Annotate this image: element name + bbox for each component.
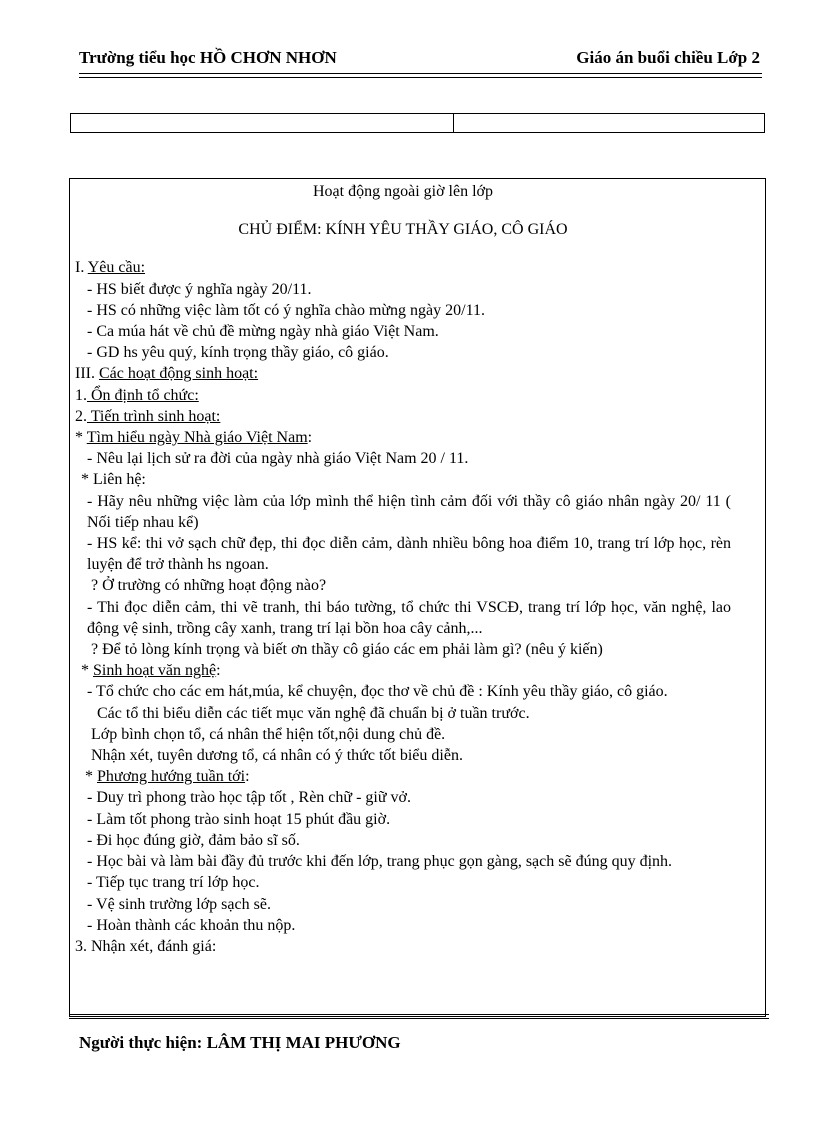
section-activities <box>75 363 731 384</box>
footer-rule-bottom <box>69 1018 769 1019</box>
lesson-plan-label: Giáo án buổi chiều Lớp 2 <box>576 48 760 67</box>
step-heading: Ổn định tổ chức: <box>87 386 199 404</box>
activity-item: Nhận xét, tuyên dương tổ, cá nhân có ý thức tốt biểu diễn. <box>91 747 463 765</box>
section-requirements <box>75 257 731 278</box>
plan-item: - Duy trì phong trào học tập tốt , Rèn chữ - giữ vở. <box>87 789 411 807</box>
section-number: III. <box>75 365 99 383</box>
plan-item: - Đi học đúng giờ, đảm bảo sĩ số. <box>87 831 300 849</box>
heading-colon: : <box>216 662 221 680</box>
author-line: Người thực hiện: LÂM THỊ MAI PHƯƠNG <box>79 1033 401 1052</box>
section-heading: Các hoạt động sinh hoạt: <box>98 365 259 383</box>
step-process <box>75 406 731 427</box>
requirement-item: - HS có những việc làm tốt có ý nghĩa chào mừng ngày 20/11. <box>87 301 486 319</box>
lesson-content <box>75 178 731 957</box>
step-evaluation: 3. Nhận xét, đánh giá: <box>75 937 217 955</box>
activity-item: - Nêu lại lịch sử ra đời của ngày nhà giáo Việt Nam 20 / 11. <box>87 450 469 468</box>
question-item: ? Để tỏ lòng kính trọng và biết ơn thầy cô giáo các em phải làm gì? (nêu ý kiến) <box>91 641 603 659</box>
plan-item: - Hoàn thành các khoản thu nộp. <box>87 916 296 934</box>
empty-table <box>70 113 765 133</box>
subsection-heading: Phương hướng tuần tới <box>97 768 246 786</box>
step-number: 1. <box>75 386 87 404</box>
subsection-heading: Sinh hoạt văn nghệ <box>93 662 217 680</box>
activity-item: - Hãy nêu những việc làm của lớp mình thể hiện tình cảm đối với thầy cô giáo nhân ngày 20/ 11 ( Nối tiếp nhau kể) <box>87 492 731 531</box>
requirement-item: - HS biết được ý nghĩa ngày 20/11. <box>87 280 312 298</box>
activity-item: Lớp bình chọn tổ, cá nhân thể hiện tốt,nội dung chủ đề. <box>91 725 446 743</box>
section-heading: Yêu cầu: <box>87 259 146 277</box>
lesson-title: Hoạt động ngoài giờ lên lớp <box>312 183 493 200</box>
plan-item: - Tiếp tục trang trí lớp học. <box>87 874 260 892</box>
plan-item: - Làm tốt phong trào sinh hoạt 15 phút đầu giờ. <box>87 810 391 828</box>
header-rule-top <box>79 73 762 74</box>
plan-item: - Vệ sinh trường lớp sạch sẽ. <box>87 895 271 913</box>
subsection-find-out <box>75 427 731 448</box>
subsection-connect: * Liên hệ: <box>81 471 146 489</box>
page-header <box>79 48 762 72</box>
bullet-star: * <box>85 768 97 786</box>
requirement-item: - GD hs yêu quý, kính trọng thầy giáo, cô giáo. <box>87 344 389 362</box>
activity-item: - Thi đọc diễn cảm, thi vẽ tranh, thi báo tường, tổ chức thi VSCĐ, trang trí lớp học, văn nghệ, lao động vệ sinh, trồng cây xanh, trang trí lại bồn hoa cây cảnh,... <box>87 598 731 637</box>
bullet-star: * <box>81 662 93 680</box>
footer-rule-top <box>69 1014 769 1015</box>
plan-item: - Học bài và làm bài đầy đủ trước khi đến lớp, trang phục gọn gàng, sạch sẽ đúng quy định. <box>87 853 673 871</box>
step-organize <box>75 385 731 406</box>
activity-item: - HS kể: thi vở sạch chữ đẹp, thi đọc diễn cảm, dành nhiều bông hoa điểm 10, trang trí lớp học, rèn luyện để trở thành hs ngoan. <box>87 535 731 574</box>
step-heading: Tiến trình sinh hoạt: <box>87 407 221 425</box>
header-rule-bottom <box>79 77 762 78</box>
school-name: Trường tiểu học HỒ CHƠN NHƠN <box>79 48 337 67</box>
empty-cell-left <box>71 114 454 132</box>
requirement-item: - Ca múa hát về chủ đề mừng ngày nhà giáo Việt Nam. <box>87 323 439 341</box>
step-number: 2. <box>75 407 87 425</box>
subsection-next-week <box>75 766 731 787</box>
empty-cell-right <box>454 114 764 132</box>
subsection-heading: Tìm hiểu ngày Nhà giáo Việt Nam <box>86 429 308 447</box>
subsection-performance <box>75 660 731 681</box>
activity-item: Các tổ thi biểu diễn các tiết mục văn nghệ đã chuẩn bị ở tuần trước. <box>97 704 530 722</box>
heading-colon: : <box>307 429 313 447</box>
heading-colon: : <box>245 768 250 786</box>
activity-item: - Tổ chức cho các em hát,múa, kể chuyện, đọc thơ về chủ đề : Kính yêu thầy giáo, cô giáo. <box>87 683 668 701</box>
section-number: I. <box>75 259 88 277</box>
question-item: ? Ở trường có những hoạt động nào? <box>91 577 327 595</box>
bullet-star: * <box>75 429 87 447</box>
lesson-theme: CHỦ ĐIỂM: KÍNH YÊU THẦY GIÁO, CÔ GIÁO <box>238 221 568 239</box>
